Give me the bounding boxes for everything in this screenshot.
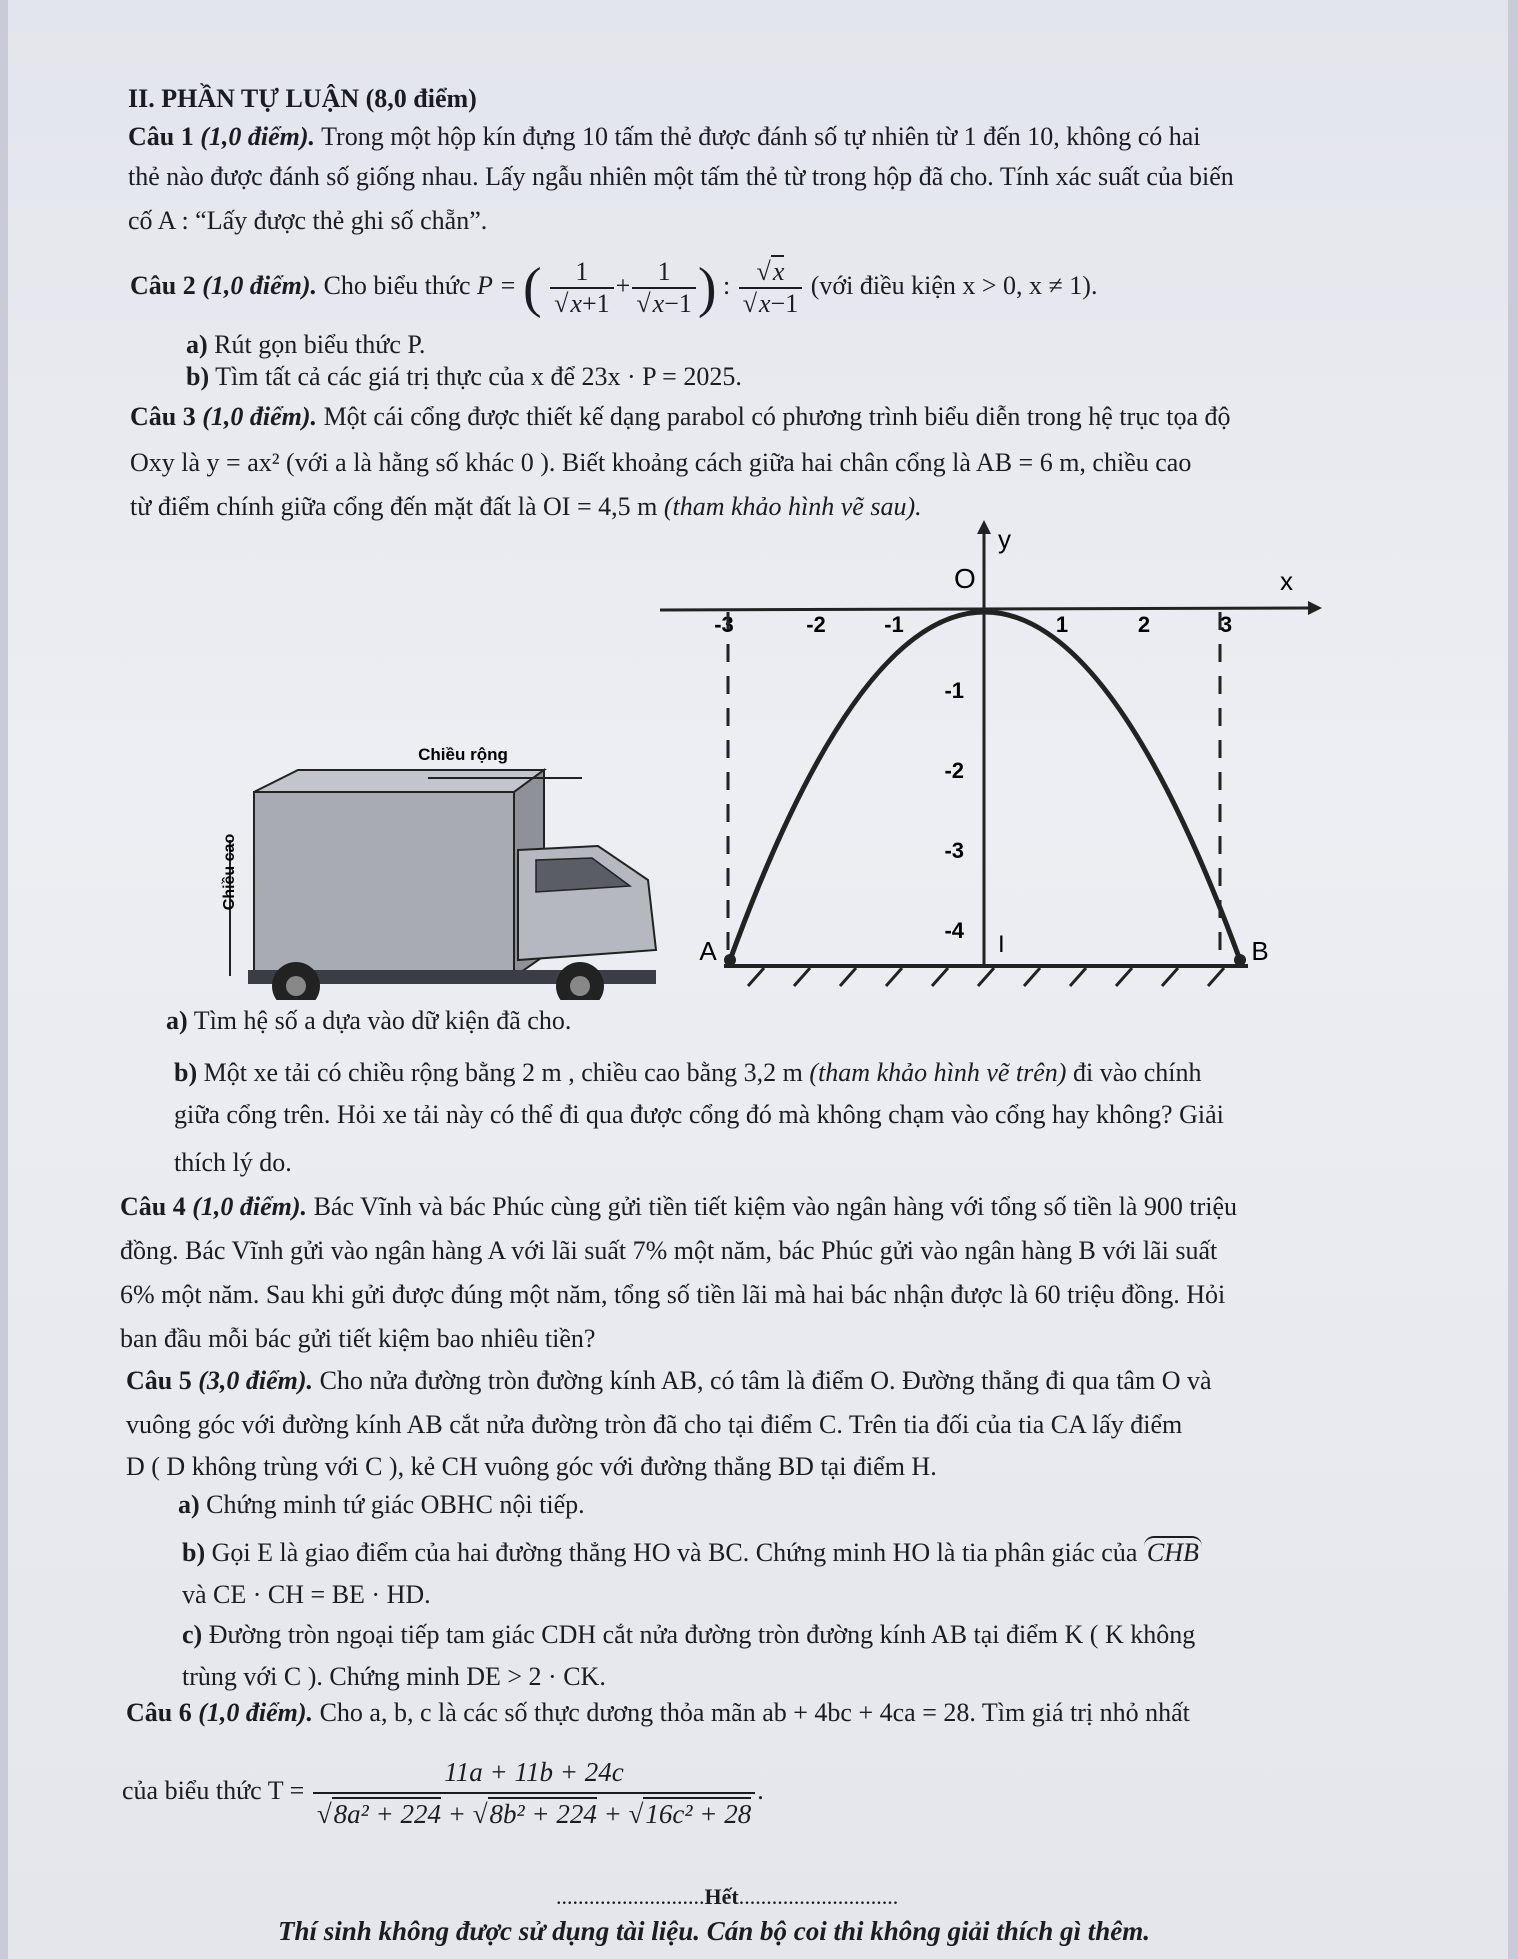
footer-note: Thí sinh không được sử dụng tài liệu. Cán bộ coi thi không giải thích gì thêm.	[278, 1916, 1151, 1946]
q6-text1: Cho a, b, c là các số thực dương thỏa mãn ab + 4bc + 4ca = 28. Tìm giá trị nhỏ nhất	[319, 1698, 1190, 1727]
x-tick-label: -3	[714, 612, 734, 637]
q2-part-a-text: Rút gọn biểu thức P.	[214, 330, 426, 359]
q6-den-a: 8a² + 224	[333, 1799, 441, 1830]
end-dots-left: ...........................	[556, 1884, 705, 1909]
q5-part-a-text: Chứng minh tứ giác OBHC nội tiếp.	[206, 1490, 585, 1519]
q6-den-b: 8b² + 224	[489, 1799, 597, 1830]
q3-part-a	[166, 1004, 571, 1038]
q3-part-b-tail: đi vào chính	[1066, 1058, 1202, 1087]
q3-text3: từ điểm chính giữa cổng đến mặt đất là OI = 4,5 m	[130, 492, 658, 521]
q3-part-b-line1	[174, 1056, 1202, 1090]
q5-part-c-line1	[182, 1618, 1195, 1652]
x-tick-label: 3	[1219, 612, 1233, 637]
truck-hub-rear	[286, 976, 306, 996]
q3-text3-italic: (tham khảo hình vẽ sau).	[657, 492, 922, 521]
x-axis-label: x	[1280, 566, 1293, 596]
section-title: II. PHẦN TỰ LUẬN (8,0 điểm)	[128, 84, 477, 113]
ground-hatching	[748, 968, 1224, 986]
q2-condition: (với điều kiện x > 0, x ≠ 1).	[810, 271, 1098, 300]
q2-frac2-num: 1	[632, 257, 696, 289]
q5-part-c-label: c)	[182, 1620, 203, 1649]
q2-part-a	[186, 328, 425, 362]
q1-line2: thẻ nào được đánh số giống nhau. Lấy ngẫu nhiên một tấm thẻ từ trong hộp đã cho. Tính xác suất của biến	[128, 162, 1234, 191]
truck-height-label: Chiều cao	[221, 833, 238, 911]
q2-frac3-den: √x−1	[742, 289, 799, 319]
q3-part-a-label: a)	[166, 1006, 188, 1035]
q2-frac1	[550, 257, 614, 319]
y-tick-label: -3	[944, 838, 964, 863]
q4-points: (1,0 điểm).	[192, 1192, 308, 1221]
q3-text1: Một cái cổng được thiết kế dạng parabol có phương trình biểu diễn trong hệ trục tọa độ	[323, 402, 1231, 431]
truck-image	[230, 770, 656, 1000]
q3-part-b-text1: Một xe tải có chiều rộng bằng 2 m , chiều cao bằng 3,2 m	[203, 1058, 803, 1087]
q3-line3	[130, 490, 922, 524]
q2-paren-close: )	[697, 257, 717, 320]
q3-part-a-text: Tìm hệ số a dựa vào dữ kiện đã cho.	[193, 1006, 572, 1035]
end-word: Hết	[704, 1884, 739, 1909]
q6-label: Câu 6	[126, 1698, 192, 1727]
y-axis-label: y	[998, 524, 1011, 554]
q6-line1	[126, 1696, 1190, 1730]
y-tick-label: -1	[944, 678, 964, 703]
q2-frac3-num: √x	[739, 257, 803, 289]
q5-part-c-text1: Đường tròn ngoại tiếp tam giác CDH cắt nửa đường tròn đường kính AB tại điểm K ( K không	[208, 1620, 1196, 1649]
q6-fraction	[313, 1752, 755, 1834]
q5-part-b-line1	[182, 1536, 1202, 1570]
q6-numerator: 11a + 11b + 24c	[313, 1752, 755, 1794]
q5-line3: D ( D không trùng với C ), kẻ CH vuông góc với đường thẳng BD tại điểm H.	[126, 1452, 937, 1481]
q2-frac3	[739, 257, 803, 319]
q5-line2: vuông góc với đường kính AB cắt nửa đường tròn đã cho tại điểm C. Trên tia đối của tia CA lấy điểm	[126, 1410, 1183, 1439]
x-tick-label: 2	[1137, 612, 1151, 637]
q2-frac3-rad-top: x	[772, 257, 785, 287]
q2-frac2	[632, 257, 696, 319]
end-dots-right: .............................	[738, 1884, 899, 1909]
truck-hub-front	[570, 976, 590, 996]
q6-line2: của biểu thức T = $\frac{11a + 11b + 24c}{\text{√8a² + 224 + √8b² + 224 + √16c² + 28}}$ .	[122, 1746, 764, 1836]
point-b-label: B	[1251, 936, 1269, 966]
q5-part-a-label: a)	[178, 1490, 200, 1519]
q3-line1	[130, 400, 1231, 434]
q5-label: Câu 5	[126, 1366, 192, 1395]
point-a-label: A	[699, 936, 717, 966]
q3-part-b-line2: giữa cổng trên. Hỏi xe tải này có thể đi qua được cổng đó mà không chạm vào cổng hay không? Giải	[174, 1100, 1224, 1129]
truck-width-label: Chiều rộng	[418, 745, 508, 764]
q2-line1: Câu 2 (1,0 điểm). Cho biểu thức P = ( $\frac{1}{√x+1}$ + $\frac{1}{√x-1}$ ) : $\frac{√x}{√x-1}$ (với điều kiện x > 0, x ≠ 1).	[130, 257, 1098, 320]
q3-figure	[8, 520, 1508, 1000]
q3-label: Câu 3	[130, 402, 196, 431]
q4-label: Câu 4	[120, 1192, 186, 1221]
q5-text1: Cho nửa đường tròn đường kính AB, có tâm là điểm O. Đường thẳng đi qua tâm O và	[319, 1366, 1212, 1395]
x-tick-label: 1	[1055, 612, 1069, 637]
x-tick-label: -1	[884, 612, 904, 637]
q2-frac2-rad: x	[652, 289, 665, 319]
q2-frac1-tail: +1	[581, 289, 610, 319]
q4-line3: 6% một năm. Sau khi gửi được đúng một năm, tổng số tiền lãi mà hai bác nhận được là 60 triệu đồng. Hỏi	[120, 1280, 1226, 1309]
point-i-label: I	[998, 931, 1005, 958]
q4-line1	[120, 1190, 1237, 1224]
q3-line2: Oxy là y = ax² (với a là hằng số khác 0 ). Biết khoảng cách giữa hai chân cổng là AB = 6 m, chiều cao	[130, 448, 1192, 477]
q5-line1	[126, 1364, 1212, 1398]
q1-label: Câu 1	[128, 122, 194, 151]
q2-part-a-label: a)	[186, 330, 208, 359]
q2-part-b	[186, 360, 742, 394]
q4-text1: Bác Vĩnh và bác Phúc cùng gửi tiền tiết kiệm vào ngân hàng với tổng số tiền là 900 triệu	[313, 1192, 1238, 1221]
q2-frac1-num: 1	[550, 257, 614, 289]
q2-frac3-rad: x	[759, 289, 771, 319]
q3-points: (1,0 điểm).	[202, 402, 318, 431]
q5-angle-chb: CHB	[1144, 1536, 1202, 1567]
q6-points: (1,0 điểm).	[198, 1698, 314, 1727]
q5-part-b-label: b)	[182, 1538, 206, 1567]
q2-paren-open: (	[523, 257, 542, 320]
q2-label: Câu 2	[130, 271, 196, 300]
q2-points: (1,0 điểm).	[202, 271, 318, 300]
q5-part-b-text1: Gọi E là giao điểm của hai đường thẳng HO và BC. Chứng minh HO là tia phân giác của	[211, 1538, 1138, 1567]
end-marker	[556, 1880, 898, 1914]
q5-part-a	[178, 1488, 585, 1522]
y-axis-arrow	[977, 520, 991, 534]
q1-line3: cố A : “Lấy được thẻ ghi số chẵn”.	[128, 206, 488, 235]
q2-intro: Cho biểu thức	[323, 271, 471, 300]
x-tick-label: -2	[806, 612, 826, 637]
point-b-dot	[1234, 954, 1246, 966]
q6-den-c: 16c² + 28	[645, 1799, 752, 1830]
q1-points: (1,0 điểm).	[200, 122, 316, 151]
q3-part-b-line3: thích lý do.	[174, 1148, 292, 1177]
q4-line4: ban đầu mỗi bác gửi tiết kiệm bao nhiêu tiền?	[120, 1324, 596, 1353]
q5-points: (3,0 điểm).	[198, 1366, 314, 1395]
q1-line1	[128, 120, 1201, 154]
q6-denominator: √8a² + 224 + √8b² + 224 + √16c² + 28	[316, 1799, 752, 1830]
x-axis-arrow	[1308, 601, 1322, 615]
q2-frac1-den: √x+1	[554, 289, 610, 319]
origin-label: O	[954, 563, 976, 594]
q6-intro: của biểu thức T =	[122, 1776, 305, 1805]
q2-lhs: P =	[477, 271, 517, 300]
q3-part-b-label: b)	[174, 1058, 198, 1087]
truck-cargo-top	[254, 770, 544, 792]
q1-text1: Trong một hộp kín đựng 10 tấm thẻ được đánh số tự nhiên từ 1 đến 10, không có hai	[321, 122, 1201, 151]
q2-frac2-tail: −1	[664, 289, 692, 319]
q3-part-b-italic: (tham khảo hình vẽ trên)	[802, 1058, 1067, 1087]
q5-part-b-line2: và CE · CH = BE · HD.	[182, 1580, 431, 1609]
truck-cargo-box	[254, 792, 514, 977]
q2-part-b-label: b)	[186, 362, 210, 391]
q2-frac3-tail: −1	[770, 289, 799, 319]
q5-part-c-line2: trùng với C ). Chứng minh DE > 2 · CK.	[182, 1662, 606, 1691]
y-tick-label: -4	[944, 918, 964, 943]
q2-frac1-rad: x	[570, 289, 582, 319]
y-tick-label: -2	[944, 758, 964, 783]
coordinate-system	[660, 520, 1322, 986]
exam-paper	[8, 0, 1508, 1959]
point-a-dot	[724, 954, 736, 966]
q2-part-b-text: Tìm tất cả các giá trị thực của x để 23x · P = 2025.	[215, 362, 742, 391]
q2-frac2-den: √x−1	[636, 289, 692, 319]
q4-line2: đồng. Bác Vĩnh gửi vào ngân hàng A với lãi suất 7% một năm, bác Phúc gửi vào ngân hàng B với lãi suất	[120, 1236, 1218, 1265]
